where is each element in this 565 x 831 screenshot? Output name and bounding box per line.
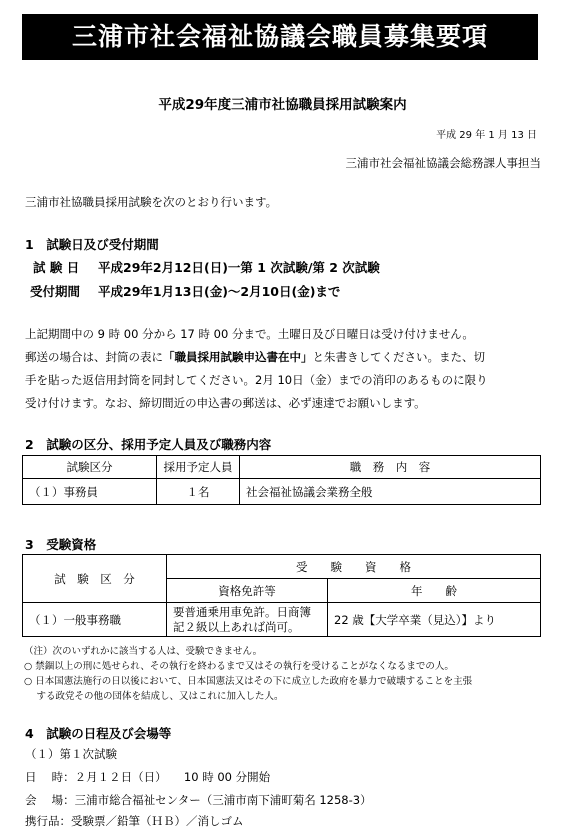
note-line: ○ 日本国憲法施行の日以後において、日本国憲法又はその下に成立した政府を暴力で破壊することを主張 xyxy=(24,676,473,687)
table-header-cell: 受 験 資 格 xyxy=(167,555,541,579)
license-line1: 要普通乗用車免許。日商簿 xyxy=(173,604,311,619)
sender: 三浦市社会福祉協議会総務課人事担当 xyxy=(345,156,541,170)
license-line2: 記２級以上あれば尚可。 xyxy=(173,619,300,634)
table-row xyxy=(23,479,541,505)
exam-datetime: 日 時：２月１２日（日） 10 時 00 分開始 xyxy=(25,770,271,784)
table-header-row xyxy=(23,456,541,479)
section4-subheading: （１）第１次試験 xyxy=(25,747,117,761)
note-line: ○ 禁錮以上の刑に処せられ、その執行を終わるまで又はその執行を受けることがなくなるまでの人。 xyxy=(24,661,454,672)
exam-venue: 会 場：三浦市総合福祉センター（三浦市南下浦町菊名 1258-3） xyxy=(25,793,372,807)
period-label: 受付期間 xyxy=(30,284,81,299)
period-value: 平成29年1月13日(金)～2月10日(金)まで xyxy=(98,284,341,299)
table-header-cell: 試 験 区 分 xyxy=(23,555,167,603)
table-header-cell: 年 齢 xyxy=(328,579,541,603)
period-note-line4: 受け付けます。なお、締切間近の申込書の郵送は、必ず速達でお願いします。 xyxy=(25,396,426,410)
document-title: 平成29年度三浦市社協職員採用試験案内 xyxy=(158,97,407,113)
table-cell: １名 xyxy=(157,479,240,505)
table-header-cell: 採用予定人員 xyxy=(157,456,240,479)
period-note-line2-bold: 「職員採用試験申込書在中」 xyxy=(163,350,313,364)
section2-heading: 2 試験の区分、採用予定人員及び職務内容 xyxy=(25,437,272,452)
table-header-cell: 資格免許等 xyxy=(167,579,328,603)
exam-date-value: 平成29年2月12日(日)一第 1 次試験/第 2 次試験 xyxy=(98,260,380,275)
table-cell: 社会福祉協議会業務全般 xyxy=(240,479,541,505)
table-cell: （１）一般事務職 xyxy=(23,603,167,637)
period-note-line3: 手を貼った返信用封筒を同封してください。2月 10日（金）までの消印のあるものに限り xyxy=(25,373,488,387)
table-row xyxy=(23,603,541,637)
section4-heading: 4 試験の日程及び会場等 xyxy=(25,726,172,741)
section2-table xyxy=(22,455,541,505)
note-line: （注）次のいずれかに該当する人は、受験できません。 xyxy=(24,646,263,657)
period-note-line2-pre: 郵送の場合は、封筒の表に xyxy=(25,350,163,364)
table-cell: 22 歳【大学卒業（見込）】より xyxy=(328,603,541,637)
period-note-line2 xyxy=(25,349,485,365)
period-note-line2-post: と朱書きしてください。また、切 xyxy=(312,350,485,364)
exam-items: 携行品：受験票／鉛筆（ＨＢ）／消しゴム xyxy=(25,814,244,828)
banner-title: 三浦市社会福祉協議会職員募集要項 xyxy=(22,14,538,60)
intro-text: 三浦市社協職員採用試験を次のとおり行います。 xyxy=(25,195,278,209)
note-line: する政党その他の団体を結成し、又はこれに加入した人。 xyxy=(24,691,284,702)
table-cell: （１）事務員 xyxy=(23,479,157,505)
issue-date: 平成 29 年 1 月 13 日 xyxy=(436,130,537,141)
section3-table xyxy=(22,554,541,637)
exam-date-label: 試 験 日 xyxy=(33,260,80,275)
section1-heading: 1 試験日及び受付期間 xyxy=(25,237,159,252)
period-note-line1: 上記期間中の 9 時 00 分から 17 時 00 分まで。土曜日及び日曜日は受け付けません。 xyxy=(25,327,474,341)
section3-heading: 3 受験資格 xyxy=(25,537,97,552)
table-header-row xyxy=(23,555,541,579)
table-cell xyxy=(167,603,328,637)
table-header-cell: 試験区分 xyxy=(23,456,157,479)
table-header-cell: 職 務 内 容 xyxy=(240,456,541,479)
